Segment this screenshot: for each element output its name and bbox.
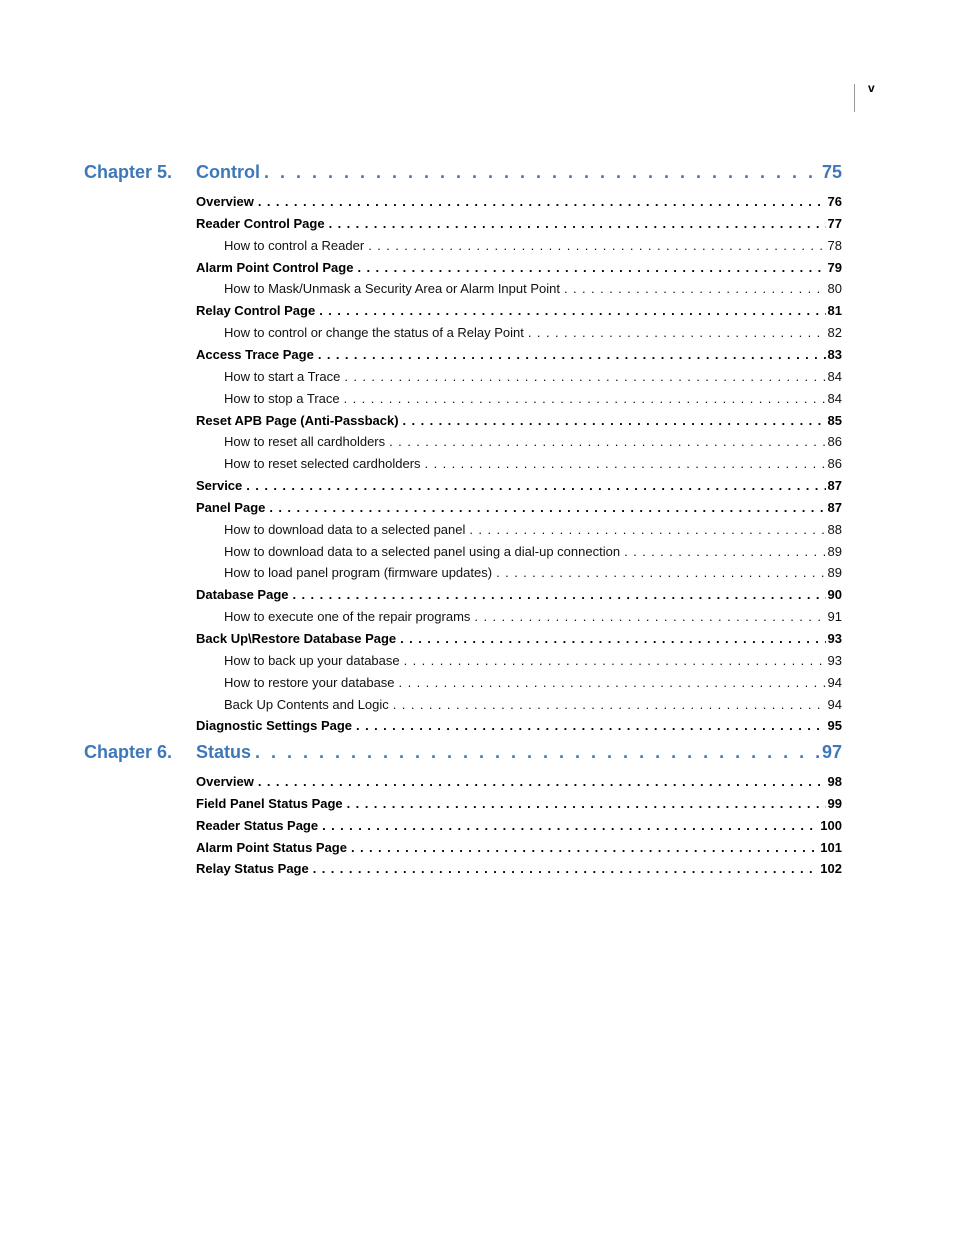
entry-page-number: 87 [827,478,842,494]
entry-page-number: 88 [827,521,842,537]
page-number: v [868,81,875,95]
dot-leader [344,391,826,406]
dot-leader [319,303,825,318]
dot-leader [322,818,818,833]
toc-section-entry[interactable] [196,796,842,811]
entry-title: How to download data to a selected panel [224,521,466,537]
dot-leader [357,260,825,275]
dot-leader [351,840,818,855]
dot-leader [403,413,826,428]
toc-subsection-entry[interactable] [224,522,842,537]
entry-page-number: 85 [827,412,842,428]
dot-leader [318,347,826,362]
entry-title: Field Panel Status Page [196,795,343,811]
entry-page-number: 84 [827,390,842,406]
entry-title: How to back up your database [224,652,400,668]
entry-title: How to restore your database [224,674,395,690]
entry-title: Service [196,478,243,494]
toc-section-entry[interactable] [196,861,842,876]
dot-leader [564,281,826,296]
toc-subsection-entry[interactable] [224,238,842,253]
entry-page-number: 78 [827,237,842,253]
dot-leader [496,565,825,580]
entry-page-number: 81 [827,303,842,319]
toc-subsection-entry[interactable] [224,544,842,559]
entry-page-number: 94 [827,696,842,712]
dot-leader [393,697,826,712]
dot-leader [269,500,825,515]
entry-title: How to start a Trace [224,368,341,384]
chapter-title: Status [196,742,252,762]
entry-title: How to stop a Trace [224,390,340,406]
entry-page-number: 93 [827,652,842,668]
toc-section-entry[interactable] [196,478,842,493]
toc-subsection-entry[interactable] [224,697,842,712]
dot-leader [469,522,825,537]
toc-subsection-entry[interactable] [224,281,842,296]
dot-leader [264,162,820,183]
chapter-heading[interactable] [196,162,842,183]
entry-title: Relay Status Page [196,861,309,877]
entry-title: How to control a Reader [224,237,365,253]
entry-page-number: 86 [827,456,842,472]
chapter-heading[interactable] [196,742,842,763]
dot-leader [356,718,825,733]
toc-section-entry[interactable] [196,500,842,515]
dot-leader [399,675,826,690]
entry-page-number: 79 [827,259,842,275]
entry-page-number: 100 [820,817,842,833]
entry-title: Back Up\Restore Database Page [196,631,397,646]
entry-title: How to load panel program (firmware updates) [224,565,493,581]
entry-title: How to execute one of the repair programs [224,609,471,625]
entry-page-number: 82 [827,325,842,341]
chapter-label: Chapter 6. [84,742,173,762]
dot-leader [368,238,825,253]
entry-title: Back Up Contents and Logic [224,696,389,712]
toc-section-entry[interactable] [196,840,842,855]
entry-page-number: 90 [827,587,842,603]
entry-page-number: 84 [827,368,842,384]
toc-subsection-entry[interactable] [224,565,842,580]
entry-title: How to reset selected cardholders [224,456,421,472]
dot-leader [624,544,825,559]
toc-section-entry[interactable] [196,347,842,362]
dot-leader [329,216,826,231]
entry-page-number: 102 [820,861,842,877]
entry-title: Overview [196,194,254,209]
entry-page-number: 95 [827,718,842,734]
entry-title: How to Mask/Unmask a Security Area or Alarm Input Point [224,281,560,297]
dot-leader [404,653,826,668]
entry-title: Diagnostic Settings Page [196,718,353,734]
entry-title: Overview [196,774,254,789]
dot-leader [313,861,819,876]
dot-leader [528,325,826,340]
toc-subsection-entry[interactable] [224,391,842,406]
toc-subsection-entry[interactable] [224,325,842,340]
toc-section-entry[interactable] [196,194,842,209]
entry-title: Access Trace Page [196,346,314,362]
chapter-page-number: 97 [821,742,842,762]
entry-title: Reset APB Page (Anti-Passback) [196,412,399,428]
dot-leader [474,609,825,624]
entry-page-number: 94 [827,674,842,690]
toc-section-entry[interactable] [196,631,842,646]
toc-section-entry[interactable] [196,216,842,231]
toc-subsection-entry[interactable] [224,653,842,668]
toc-section-entry[interactable] [196,818,842,833]
dot-leader [425,456,826,471]
entry-page-number: 87 [827,499,842,515]
entry-page-number: 77 [827,215,842,231]
entry-page-number: 80 [827,281,842,297]
toc-subsection-entry[interactable] [224,609,842,624]
entry-page-number: 89 [827,565,842,581]
entry-page-number: 83 [827,346,842,362]
dot-leader [293,587,826,602]
toc-subsection-entry[interactable] [224,369,842,384]
entry-page-number: 98 [827,774,842,789]
dot-leader [400,631,825,646]
chapter-page-number: 75 [821,162,842,182]
dot-leader [246,478,825,493]
dot-leader [258,774,826,789]
entry-title: Alarm Point Control Page [196,259,354,275]
entry-page-number: 101 [820,839,842,855]
toc-subsection-entry[interactable] [224,675,842,690]
toc-subsection-entry[interactable] [224,456,842,471]
entry-title: Reader Status Page [196,817,319,833]
dot-leader [344,369,825,384]
entry-page-number: 89 [827,543,842,559]
entry-title: Alarm Point Status Page [196,839,347,855]
toc-section-entry[interactable] [196,303,842,318]
dot-leader [258,194,826,209]
entry-title: How to download data to a selected panel using a dial-up connection [224,543,621,559]
entry-title: Relay Control Page [196,303,316,319]
toc-section-entry[interactable] [196,587,842,602]
toc-subsection-entry[interactable] [224,434,842,449]
toc-section-entry[interactable] [196,718,842,733]
entry-title: Database Page [196,587,289,603]
header-rule [854,84,855,112]
entry-title: Panel Page [196,499,266,515]
dot-leader [255,742,820,763]
entry-page-number: 86 [827,434,842,450]
toc-section-entry[interactable] [196,774,842,789]
chapter-label: Chapter 5. [84,162,173,182]
entry-title: How to control or change the status of a Relay Point [224,325,524,341]
dot-leader [347,796,826,811]
entry-title: How to reset all cardholders [224,434,386,450]
toc-section-entry[interactable] [196,413,842,428]
entry-page-number: 76 [827,194,842,209]
entry-page-number: 93 [827,631,842,646]
toc-section-entry[interactable] [196,260,842,275]
entry-page-number: 91 [827,609,842,625]
dot-leader [389,434,825,449]
chapter-title: Control [196,162,260,182]
entry-title: Reader Control Page [196,215,325,231]
entry-page-number: 99 [827,795,842,811]
